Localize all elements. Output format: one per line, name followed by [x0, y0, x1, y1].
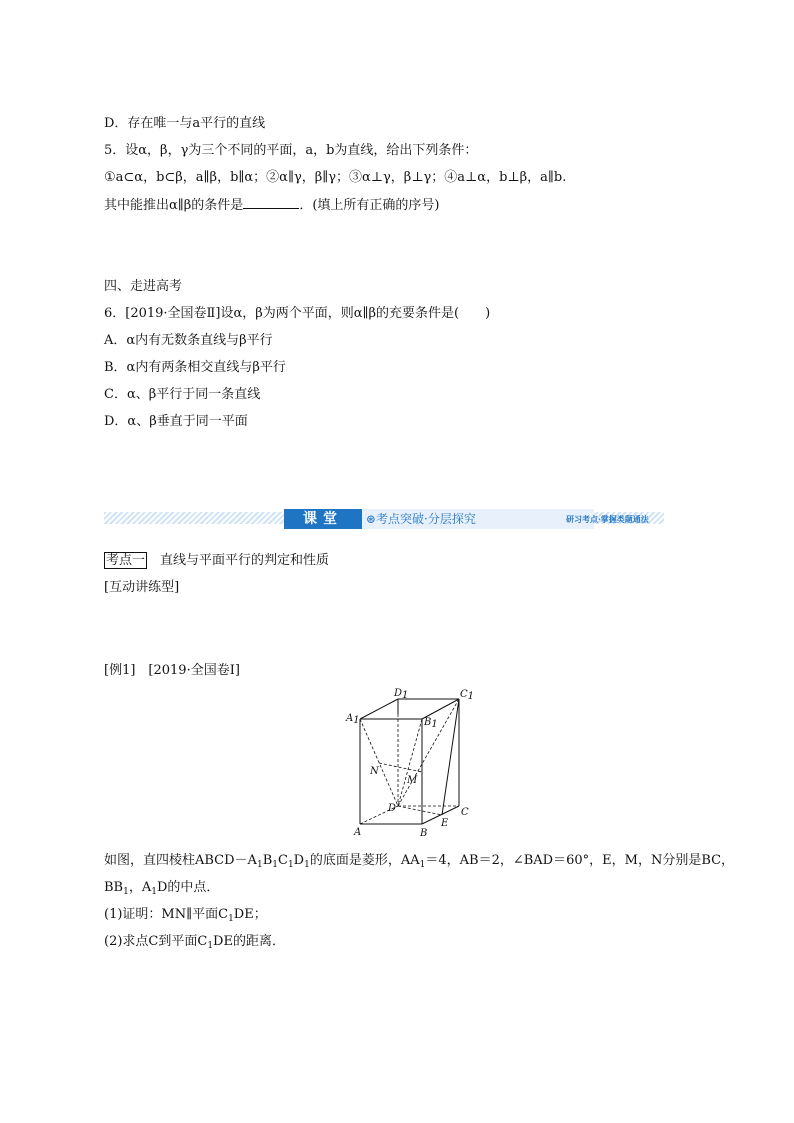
problem-text: (1)证明：MN∥平面C — [104, 907, 229, 922]
label-b1: B1 — [424, 717, 438, 730]
banner-subtitle: ⊛考点突破·分层探究 — [366, 512, 476, 526]
problem-line-1 — [104, 852, 734, 870]
subscript: 1 — [207, 941, 214, 951]
q5-ask-before: 其中能推出α∥β的条件是 — [104, 198, 244, 213]
label-d1: D1 — [394, 688, 409, 701]
problem-line-2 — [104, 879, 219, 897]
problem-text: ＝4，AB＝2，∠BAD＝60°，E，M，N分别是BC， — [425, 853, 735, 868]
q4-option-d: D．存在唯一与a平行的直线 — [104, 116, 266, 131]
problem-text: 如图，直四棱柱ABCD－A — [104, 853, 257, 868]
subscript: 1 — [228, 914, 234, 924]
banner-key: 课堂 — [284, 509, 362, 529]
kaodian-label: 考点一 — [106, 553, 146, 568]
problem-text: ，A — [128, 880, 152, 895]
subscript: 1 — [151, 887, 157, 897]
subscript: 1 — [287, 860, 294, 870]
practice-type: [互动讲练型] — [104, 580, 180, 595]
banner-slogan: 研习考点·掌握类题通法 — [566, 514, 649, 524]
problem-text: C — [277, 853, 288, 868]
q5-conditions: ①a⊂α，b⊂β，a∥β，b∥α；②α∥γ，β∥γ；③α⊥γ，β⊥γ；④a⊥α，b⊥β，a∥b. — [104, 170, 567, 185]
problem-text: DE； — [233, 907, 267, 922]
problem-text: D的中点． — [156, 880, 220, 895]
subscript: 1 — [256, 860, 263, 870]
problem-text: 的底面是菱形，AA — [309, 853, 420, 868]
label-d: D — [388, 803, 397, 814]
q6-option-d: D．α、β垂直于同一平面 — [104, 414, 248, 429]
label-c: C — [461, 807, 469, 818]
q5-ask — [104, 196, 439, 215]
example-label: [例1] [2019·全国卷Ⅰ] — [104, 663, 240, 678]
problem-text: BB — [104, 880, 124, 895]
label-m: M — [407, 775, 418, 786]
section-title: 四、走进高考 — [104, 279, 183, 294]
label-a: A — [354, 827, 362, 838]
label-e: E — [441, 818, 449, 829]
label-c1: C1 — [460, 689, 475, 702]
kaodian-heading — [104, 552, 329, 570]
q6-option-a: A．α内有无数条直线与β平行 — [104, 333, 273, 348]
problem-part-1 — [104, 906, 267, 924]
kaodian-title: 直线与平面平行的判定和性质 — [160, 553, 330, 568]
answer-blank — [243, 196, 299, 209]
problem-text: (2)求点C到平面C — [104, 934, 208, 949]
q5-ask-after: ．(填上所有正确的序号) — [299, 198, 440, 213]
q6-stem: 6．[2019·全国卷Ⅱ]设α，β为两个平面，则α∥β的充要条件是( ) — [104, 306, 491, 321]
q6-option-c: C．α、β平行于同一条直线 — [104, 387, 261, 402]
section-banner — [104, 507, 664, 531]
label-b: B — [420, 828, 428, 839]
subscript: 1 — [272, 860, 278, 870]
q5-stem: 5．设α，β，γ为三个不同的平面，a，b为直线，给出下列条件： — [104, 143, 478, 158]
problem-text: DE的距离． — [213, 934, 285, 949]
label-n: N — [370, 766, 379, 777]
problem-text: B — [262, 853, 273, 868]
subscript: 1 — [304, 860, 310, 870]
q6-option-b: B．α内有两条相交直线与β平行 — [104, 360, 286, 375]
problem-part-2 — [104, 933, 285, 951]
problem-text: D — [293, 853, 305, 868]
label-a1: A1 — [346, 713, 360, 726]
subscript: 1 — [419, 860, 426, 870]
prism-figure — [340, 684, 480, 839]
subscript: 1 — [123, 887, 129, 897]
